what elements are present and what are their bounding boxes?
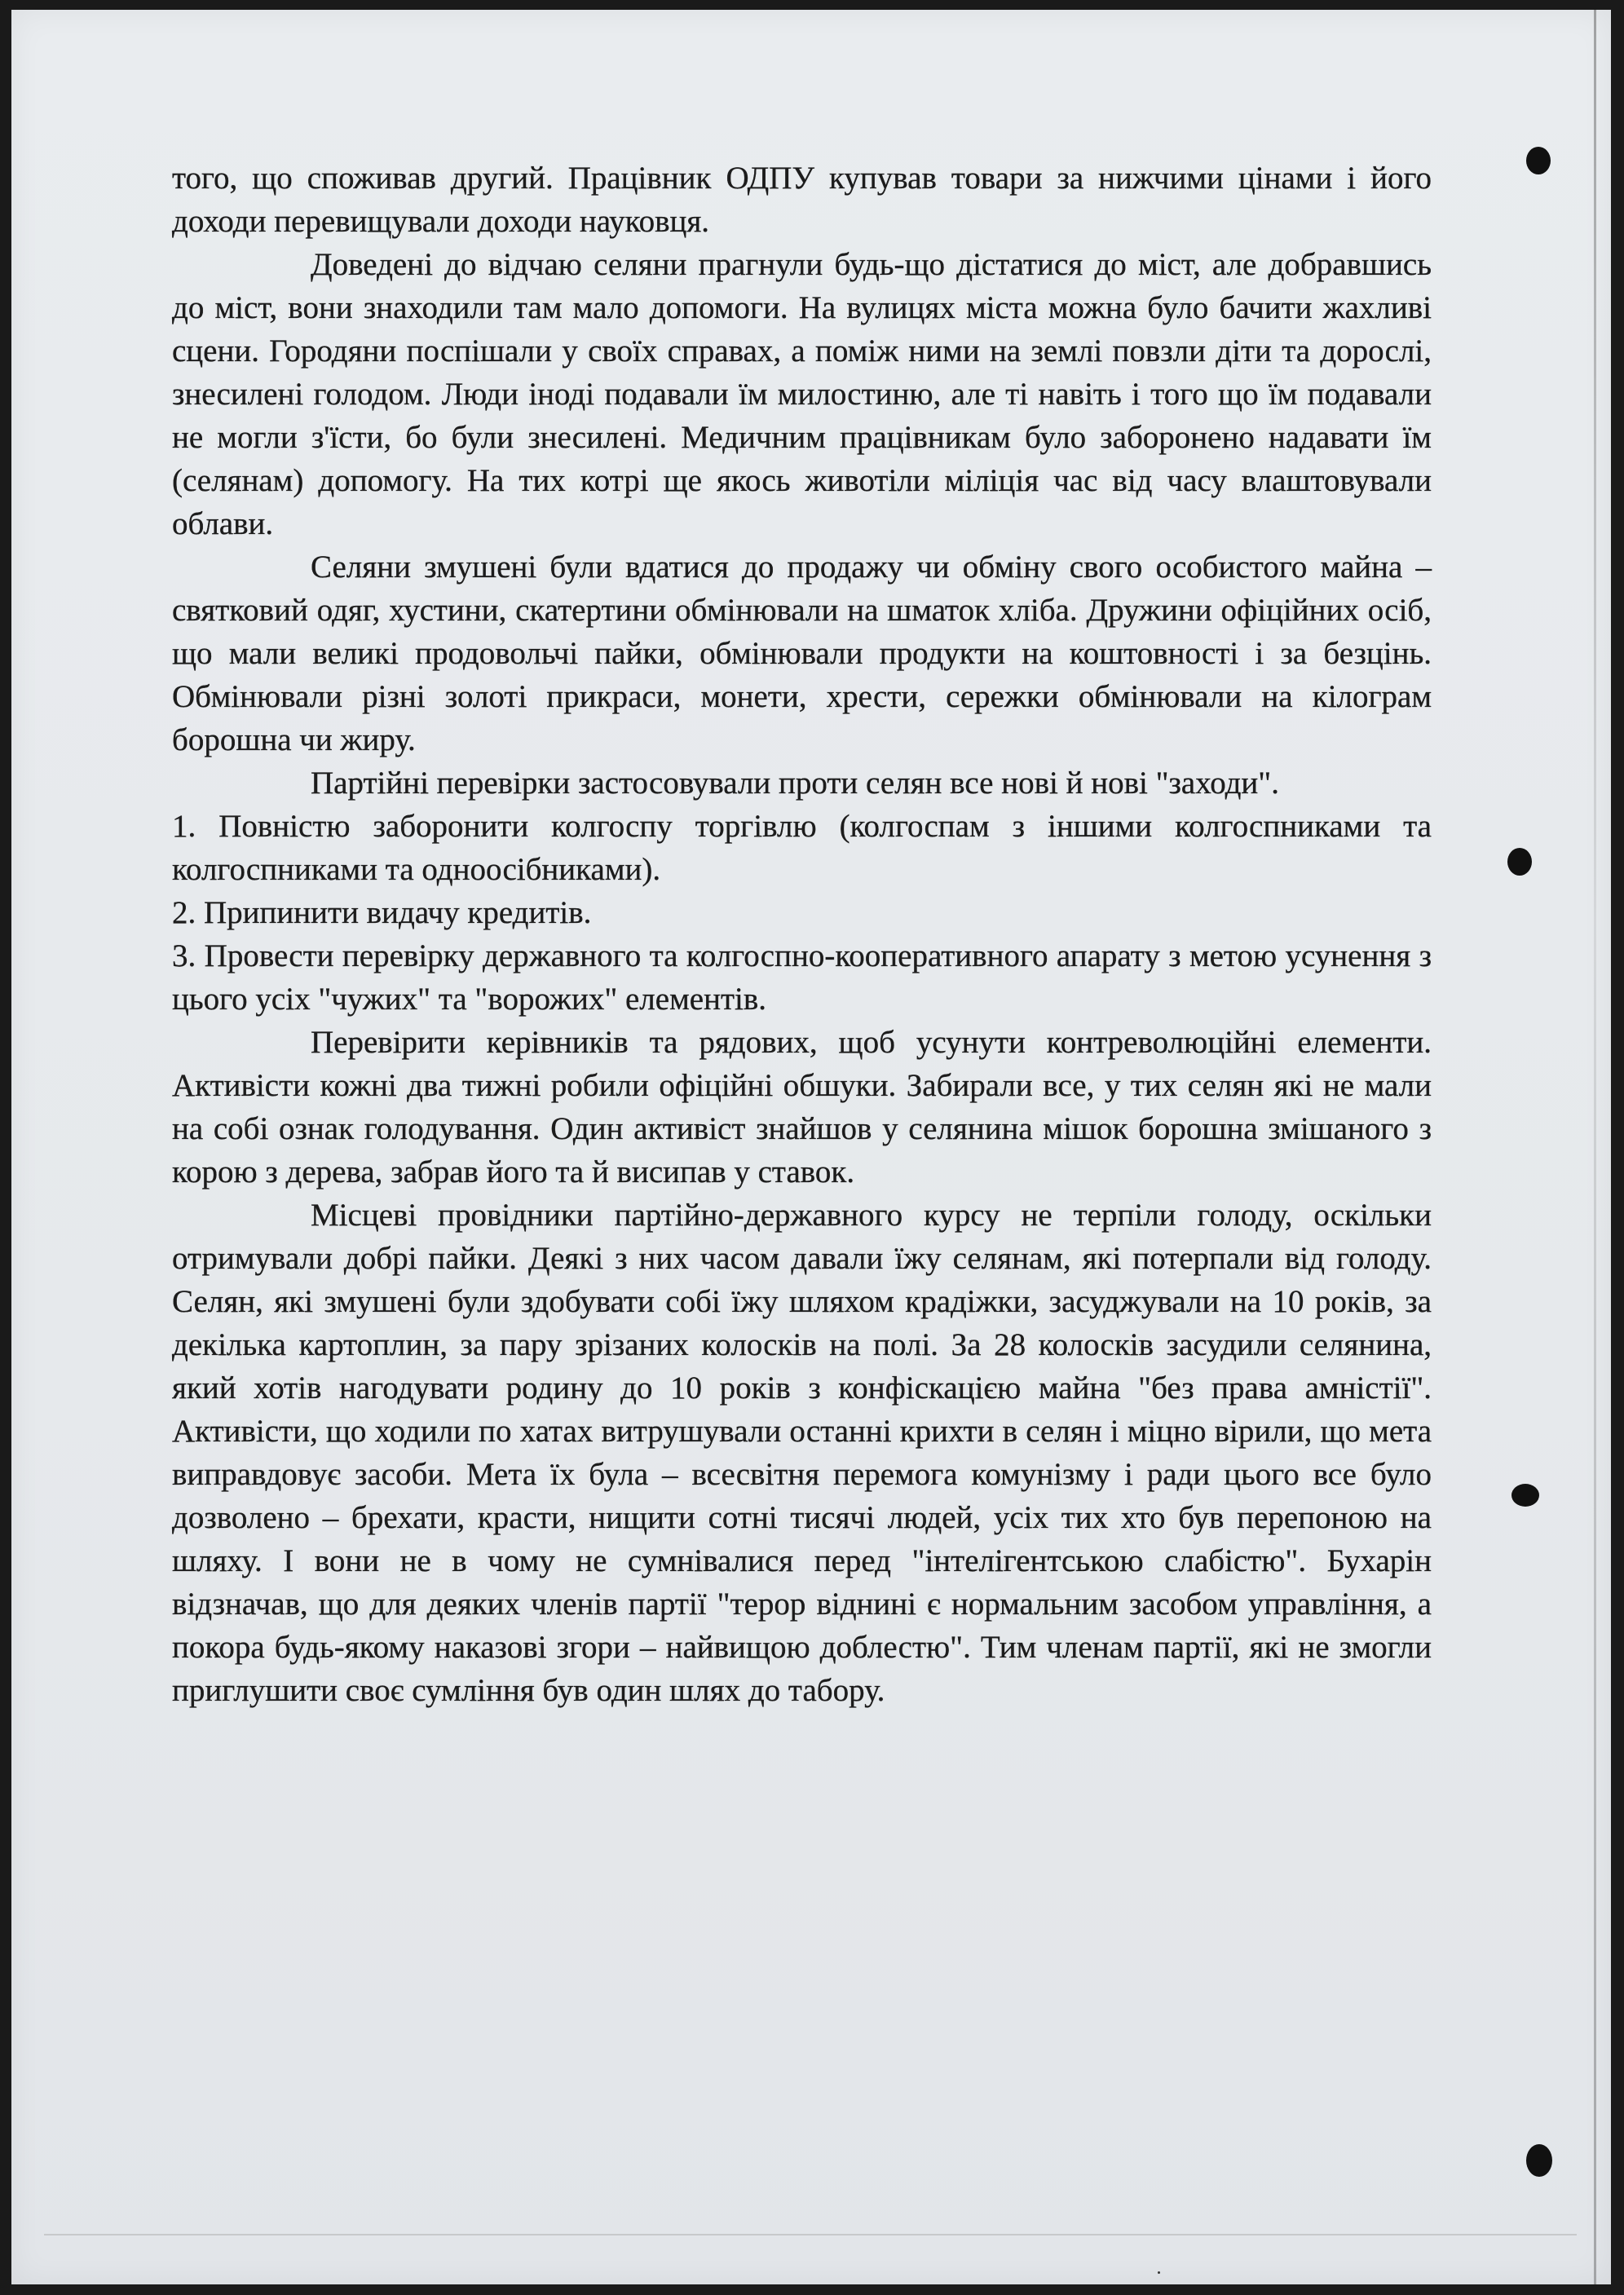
paragraph-local-leaders: Місцеві провідники партійно-державного курсу не терпіли голоду, оскільки отримували добрі пайки. Деякі з них часом давали їжу селянам, які потерпали від голоду. Селян, які змушені були здобувати собі їжу шляхом крадіжки, засуджували на 10 років, за декілька картоплин, за пару зрізаних колосків на полі. За 28 колосків засудили селянина, який хотів нагодувати родину до 10 років з конфіскацією майна "без права амністії". Активісти, що ходили по хатах витрушували останні крихти в селян і міцно вірили, що мета виправдовує засоби. Мета їх була – всесвітня перемога комунізму і ради цього все було дозволено – брехати, красти, нищити сотні тисячі людей, усіх тих хто був перепоною на шляху. І вони не в чому не сумнівалися перед "інтелігентською слабістю". Бухарін відзначав, що для деяких членів партії "терор віднині є нормальним засобом управління, а покора будь-якому наказові згори – найвищою доблестю". Тим членам партії, які не змогли приглушити своє сумління був один шлях до табору. [172, 1198, 1432, 1708]
punch-hole-3 [1511, 1484, 1539, 1507]
scan-bottom-line [44, 2234, 1577, 2235]
paragraph-inspections: Перевірити керівників та рядових, щоб усунути контреволюційні елементи. Активісти кожні два тижні робили офіційні обшуки. Забирали все, у тих селян які не мали на собі ознак голодування. Один активіст знайшов у селянина мішок борошна змішаного з корою з дерева, забрав його та й висипав у ставок. [172, 1025, 1432, 1189]
list-item-2: 2. Припинити видачу кредитів. [172, 895, 592, 930]
document-page [11, 10, 1611, 2284]
paragraph-party-checks: Партійні перевірки застосовували проти селян все нові й нові "заходи". [311, 766, 1279, 801]
list-item-3: 3. Провести перевірку державного та колгоспно-кооперативного апарату з метою усунення з цього усіх "чужих" та "ворожих" елементів. [172, 938, 1432, 1017]
list-item-1: 1. Повністю заборонити колгоспу торгівлю (колгоспам з іншими колгоспниками та колгоспниками та одноосібниками). [172, 809, 1432, 887]
punch-hole-2 [1507, 848, 1532, 876]
punch-hole-4 [1526, 2144, 1552, 2177]
paragraph-cities: Доведені до відчаю селяни прагнули будь-що дістатися до міст, але добравшись до міст, вони знаходили там мало допомоги. На вулицях міста можна було бачити жахливі сцени. Городяни поспішали у своїх справах, а поміж ними на землі повзли діти та дорослі, знесилені голодом. Люди іноді подавали їм милостиню, але ті навіть і того що їм подавали не могли з'їсти, бо були знесилені. Медичним працівникам було заборонено надавати їм (селянам) допомогу. На тих котрі ще якось животіли міліція час від часу влаштовували облави. [172, 247, 1432, 541]
document-body [172, 157, 1432, 1712]
scan-edge-shadow [1594, 10, 1596, 2284]
paragraph-continuation: того, що споживав другий. Працівник ОДПУ купував товари за нижчими цінами і його доходи перевищували доходи науковця. [172, 161, 1432, 239]
ink-speck [1158, 2271, 1160, 2274]
punch-hole-1 [1526, 147, 1551, 174]
paragraph-exchange: Селяни змушені були вдатися до продажу чи обміну свого особистого майна – святковий одяг, хустини, скатертини обмінювали на шматок хліба. Дружини офіційних осіб, що мали великі продовольчі пайки, обмінювали продукти на коштовності і за безцінь. Обмінювали різні золоті прикраси, монети, хрести, сережки обмінювали на кілограм борошна чи жиру. [172, 549, 1432, 757]
